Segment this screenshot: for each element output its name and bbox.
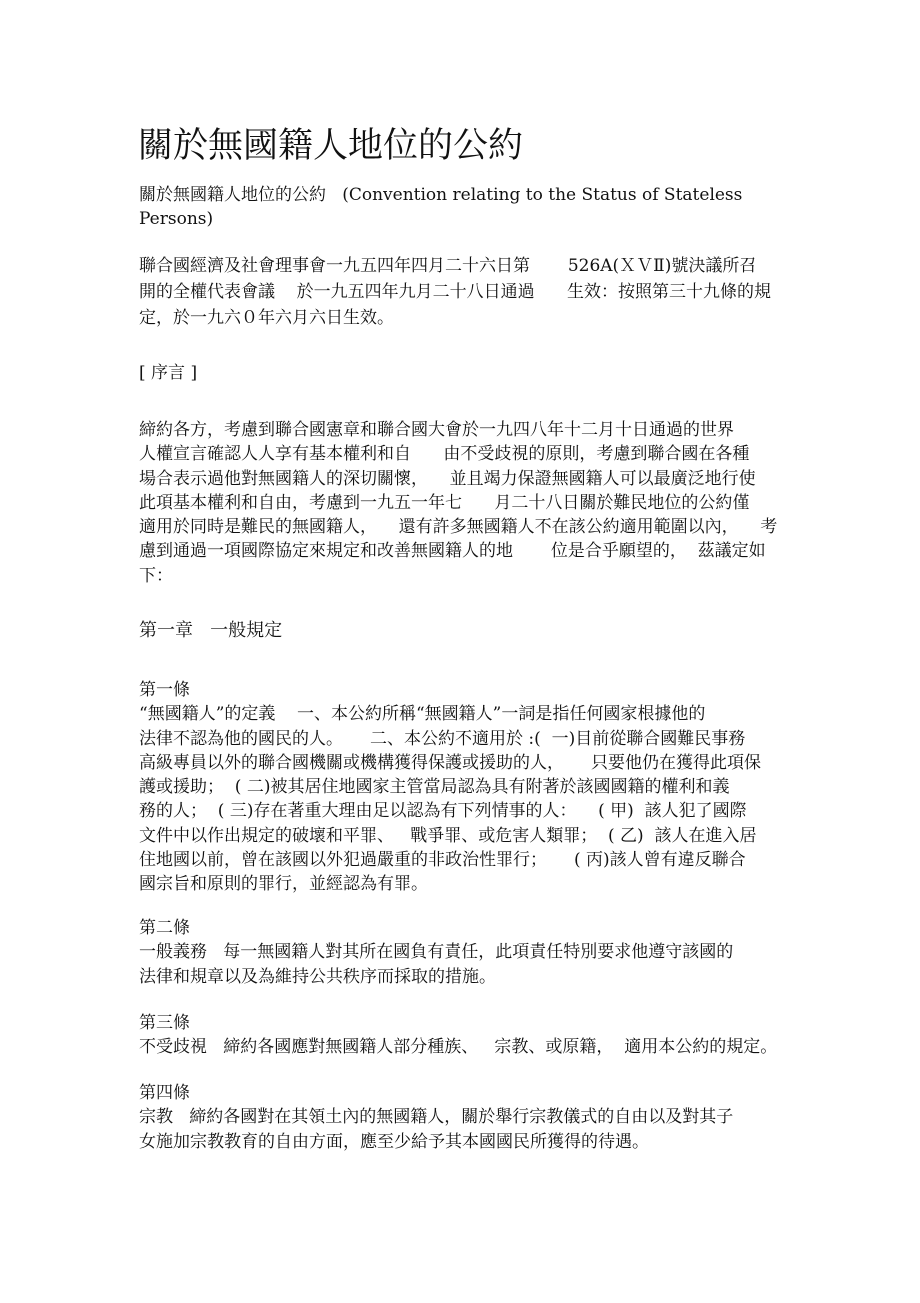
subtitle-line: 關於無國籍人地位的公約 (Convention relating to the Status of Stateless [139, 185, 743, 205]
chapter-heading: 第一章 一般規定 [139, 620, 283, 641]
article-heading: 第二條 [139, 918, 190, 938]
text-line: 開的全權代表會議 於一九五四年九月二十八日通過 生效：按照第三十九條的規 [139, 282, 772, 302]
article-1 [139, 678, 789, 897]
text-line: 此項基本權利和自由，考慮到一九五一年七 月二十八日關於難民地位的公約僅 [139, 492, 750, 513]
text-line: 聯合國經濟及社會理事會一九五四年四月二十六日第 526A(ＸＶⅡ)號決議所召 [139, 256, 757, 276]
text-line: 適用於同時是難民的無國籍人， 還有許多無國籍人不在該公約適用範圍以內， 考 [139, 517, 778, 538]
text-line: 護或援助； ( 二)被其居住地國家主管當局認為具有附著於該國國籍的權利和義 [139, 777, 730, 798]
text-line: 法律不認為他的國民的人。 二、本公約不適用於 :( 一)目前從聯合國難民事務 [139, 728, 746, 749]
text-line: 高級專員以外的聯合國機關或機構獲得保護或援助的人， 只要他仍在獲得此項保 [139, 752, 762, 773]
text-line: 締約各方，考慮到聯合國憲章和聯合國大會於一九四八年十二月十日通過的世界 [139, 420, 734, 440]
preamble-heading: [ 序言 ] [139, 363, 198, 383]
adoption-note [139, 253, 789, 331]
text-line: 定，於一九六０年六月六日生效。 [139, 308, 394, 328]
text-line: 不受歧視 締約各國應對無國籍人部分種族、 宗教、或原籍， 適用本公約的規定。 [139, 1037, 778, 1058]
text-line: 國宗旨和原則的罪行，並經認為有罪。 [139, 874, 428, 895]
preamble [139, 418, 789, 588]
article-heading: 第一條 [139, 680, 190, 700]
subtitle-line: Persons) [139, 209, 214, 230]
text-line: 慮到通過一項國際協定來規定和改善無國籍人的地 位是合乎願望的， 茲議定如 [139, 541, 766, 562]
text-line: 一般義務 每一無國籍人對其所在國負有責任，此項責任特別要求他遵守該國的 [139, 942, 734, 963]
text-line: 住地國以前，曾在該國以外犯過嚴重的非政治性罪行； ( 丙)該人曾有違反聯合 [139, 850, 746, 871]
text-line: 務的人； ( 三)存在著重大理由足以認為有下列情事的人： ( 甲) 該人犯了國際 [139, 801, 747, 822]
text-line: 文件中以作出規定的破壞和平罪、 戰爭罪、或危害人類罪； ( 乙) 該人在進入居 [139, 825, 757, 846]
article-2 [139, 916, 789, 989]
article-4 [139, 1081, 789, 1154]
article-heading: 第三條 [139, 1013, 190, 1033]
text-line: 女施加宗教教育的自由方面，應至少給予其本國國民所獲得的待遇。 [139, 1131, 649, 1152]
text-line: 人權宣言確認人人享有基本權利和自 由不受歧視的原則，考慮到聯合國在各種 [139, 444, 750, 465]
subtitle [139, 183, 789, 232]
text-line: 下： [139, 565, 173, 586]
text-line: 法律和規章以及為維持公共秩序而採取的措施。 [139, 966, 496, 987]
document-title: 關於無國籍人地位的公約 [138, 126, 524, 166]
text-line: 宗教 締約各國對在其領土內的無國籍人，關於舉行宗教儀式的自由以及對其子 [139, 1107, 734, 1128]
article-heading: 第四條 [139, 1083, 190, 1103]
text-line: “無國籍人”的定義 一、本公約所稱“無國籍人”一詞是指任何國家根據他的 [139, 704, 706, 725]
article-3 [139, 1011, 789, 1060]
text-line: 場合表示過他對無國籍人的深切關懷， 並且竭力保證無國籍人可以最廣泛地行使 [139, 468, 756, 489]
